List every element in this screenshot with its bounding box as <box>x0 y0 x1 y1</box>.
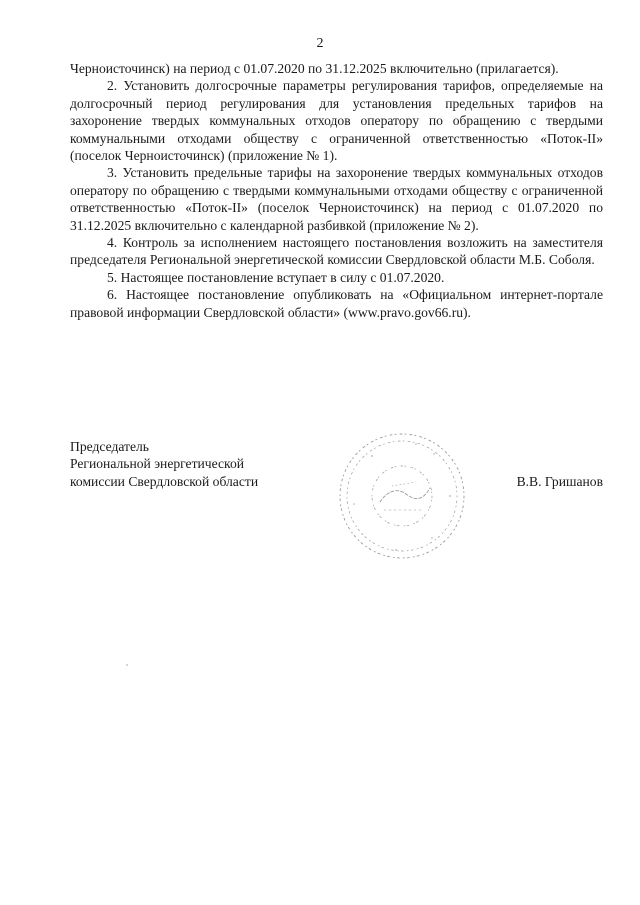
scan-speck <box>126 664 128 666</box>
signatory-name: В.В. Гришанов <box>516 473 603 489</box>
signatory-title-line-3: комиссии Свердловской области <box>70 473 259 489</box>
paragraph-3: 3. Установить предельные тарифы на захоронение твердых коммунальных отходов оператору по обращению с твердыми коммунальными отходами обществу с ограниченной ответственностью «Поток-II» (поселок Черноисточинск) на период с 01.07.2020 по 31.12.2025 включительно с календарной разбивкой (приложение № 2). <box>70 165 603 233</box>
paragraph-2: 2. Установить долгосрочные параметры регулирования тарифов, определяемые на долгосрочный период регулирования для установления предельных тарифов на захоронение твердых коммунальных отходов оператору по обращению с твердыми коммунальными отходами обществу с ограниченной ответственностью «Поток-II» (поселок Черноисточинск) (приложение № 1). <box>70 78 603 164</box>
paragraph-1-continuation: Черноисточинск) на период с 01.07.2020 по 31.12.2025 включительно (прилагается). <box>70 61 559 76</box>
document-body <box>70 60 603 321</box>
official-seal-stamp <box>332 426 472 566</box>
signatory-title-line-2: Региональной энергетической <box>70 456 245 472</box>
page-number: 2 <box>316 36 324 51</box>
paragraph-4: 4. Контроль за исполнением настоящего постановления возложить на заместителя председателя Региональной энергетической комиссии Свердловской области М.Б. Соболя. <box>70 235 603 268</box>
signatory-title-line-1: Председатель <box>70 439 149 454</box>
signatory-title <box>70 438 258 490</box>
signature-block <box>70 438 603 558</box>
paragraph-5: 5. Настоящее постановление вступает в силу с 01.07.2020. <box>107 269 445 285</box>
paragraph-6: 6. Настоящее постановление опубликовать на «Официальном интернет-портале правовой информации Свердловской области» (www.pravo.gov66.ru). <box>70 287 603 320</box>
